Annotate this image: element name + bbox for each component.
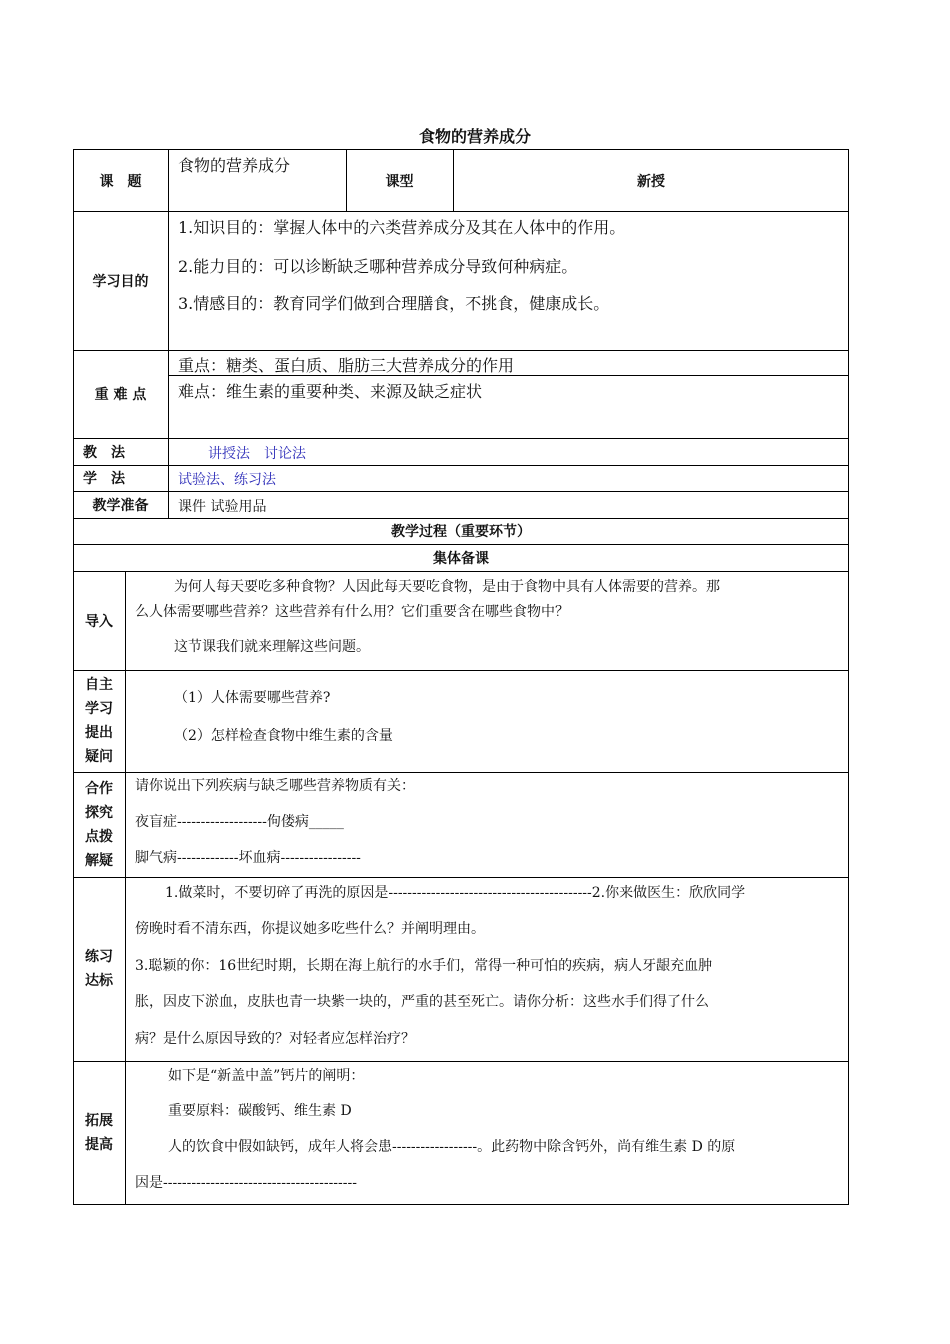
intro-label: 导入 — [85, 613, 113, 630]
learning-method-value: 试验法、练习法 — [178, 472, 276, 488]
practice-label-line: 达标 — [85, 973, 113, 989]
row-divider — [73, 438, 849, 439]
row-divider — [73, 877, 849, 878]
intro-line-1: 为何人每天要吃多种食物？人因此每天要吃食物，是由于食物中具有人体需要的营养。那 — [174, 579, 720, 595]
lesson-type-value: 新授 — [637, 173, 665, 190]
row-divider — [73, 465, 849, 466]
row-divider — [73, 1061, 849, 1062]
extend-line-4: 因是----------------------------------------- — [135, 1175, 357, 1191]
extend-line-3: 人的饮食中假如缺钙，成年人将会患------------------。此药物中除含钙外，尚有维生素 D 的原 — [168, 1139, 736, 1155]
self-study-label-line: 自主 — [85, 677, 113, 693]
self-study-question-2: （2）怎样检查食物中维生素的含量 — [174, 728, 393, 744]
row-divider — [73, 211, 849, 212]
row-divider — [73, 772, 849, 773]
row-divider — [73, 491, 849, 492]
cooperate-line-2: 夜盲症-------------------佝偻病_____ — [135, 814, 344, 830]
preparation-value: 课件 试验用品 — [178, 499, 267, 515]
preparation-label: 教学准备 — [92, 497, 149, 514]
intro-line-2: 么人体需要哪些营养？这些营养有什么用？它们重要含在哪些食物中？ — [135, 604, 569, 620]
intro-line-3: 这节课我们就来理解这些问题。 — [174, 639, 370, 655]
lesson-type-label: 课型 — [385, 173, 414, 190]
cooperate-label-line: 探究 — [85, 804, 113, 821]
teaching-method-label: 教 法 — [83, 444, 125, 461]
objective-emotion: 3.情感目的：教育同学们做到合理膳食，不挑食，健康成长。 — [178, 294, 610, 313]
row-divider — [73, 670, 849, 671]
teaching-method-value: 讲授法 讨论法 — [208, 446, 306, 462]
cooperate-label — [73, 772, 125, 877]
extend-line-1: 如下是“新盖中盖”钙片的阐明： — [168, 1068, 365, 1084]
extend-label-line: 提高 — [85, 1137, 113, 1153]
objective-ability: 2.能力目的：可以诊断缺乏哪种营养成分导致何种病症。 — [178, 257, 578, 276]
objectives-label: 学习目的 — [92, 273, 149, 290]
extend-line-2: 重要原料：碳酸钙、维生素 D — [168, 1103, 352, 1119]
self-study-label — [73, 670, 125, 772]
learning-method-label: 学 法 — [83, 471, 125, 487]
column-divider — [125, 571, 126, 1205]
process-heading: 教学过程（重要环节） — [391, 524, 531, 540]
self-study-label-line: 学习 — [85, 701, 113, 717]
cooperate-line-1: 请你说出下列疾病与缺乏哪些营养物质有关： — [135, 778, 415, 794]
topic-label: 课 题 — [99, 173, 142, 190]
practice-line-4: 胀，因皮下淤血，皮肤也青一块紫一块的，严重的甚至死亡。请你分析：这些水手们得了什么 — [135, 994, 709, 1010]
key-points-label: 重 难 点 — [94, 387, 147, 403]
cooperate-label-line: 解疑 — [85, 852, 113, 869]
row-divider — [73, 571, 849, 572]
practice-line-2: 傍晚时看不清东西，你提议她多吃些什么？并阐明理由。 — [135, 921, 485, 937]
key-point: 重点：糖类、蛋白质、脂肪三大营养成分的作用 — [178, 356, 515, 375]
objective-knowledge: 1.知识目的：掌握人体中的六类营养成分及其在人体中的作用。 — [178, 218, 626, 237]
row-divider — [73, 350, 849, 351]
practice-line-3: 3.聪颖的你：16世纪时期，长期在海上航行的水手们，常得一种可怕的疾病，病人牙龈充血肿 — [135, 958, 713, 974]
self-study-question-1: （1）人体需要哪些营养? — [174, 690, 331, 706]
self-study-label-line: 提出 — [85, 725, 113, 741]
practice-label — [73, 877, 125, 1061]
cooperate-label-line: 合作 — [85, 780, 113, 797]
practice-line-5: 病？是什么原因导致的？对轻者应怎样治疗？ — [135, 1031, 415, 1047]
difficult-point: 难点：维生素的重要种类、来源及缺乏症状 — [178, 382, 483, 401]
topic-value: 食物的营养成分 — [178, 156, 291, 175]
extend-label — [73, 1061, 125, 1205]
column-divider — [168, 149, 169, 518]
extend-label-line: 拓展 — [85, 1113, 113, 1129]
self-study-label-line: 疑问 — [85, 749, 113, 765]
cooperate-line-3: 脚气病-------------坏血病----------------- — [135, 850, 361, 866]
cooperate-label-line: 点拨 — [85, 828, 113, 845]
practice-label-line: 练习 — [85, 949, 113, 965]
document-title: 食物的营养成分 — [418, 127, 531, 146]
group-heading: 集体备课 — [433, 550, 489, 567]
practice-line-1: 1.做菜时，不要切碎了再洗的原因是-------------------------------------------2.你来做医生：欣欣同学 — [165, 885, 746, 901]
